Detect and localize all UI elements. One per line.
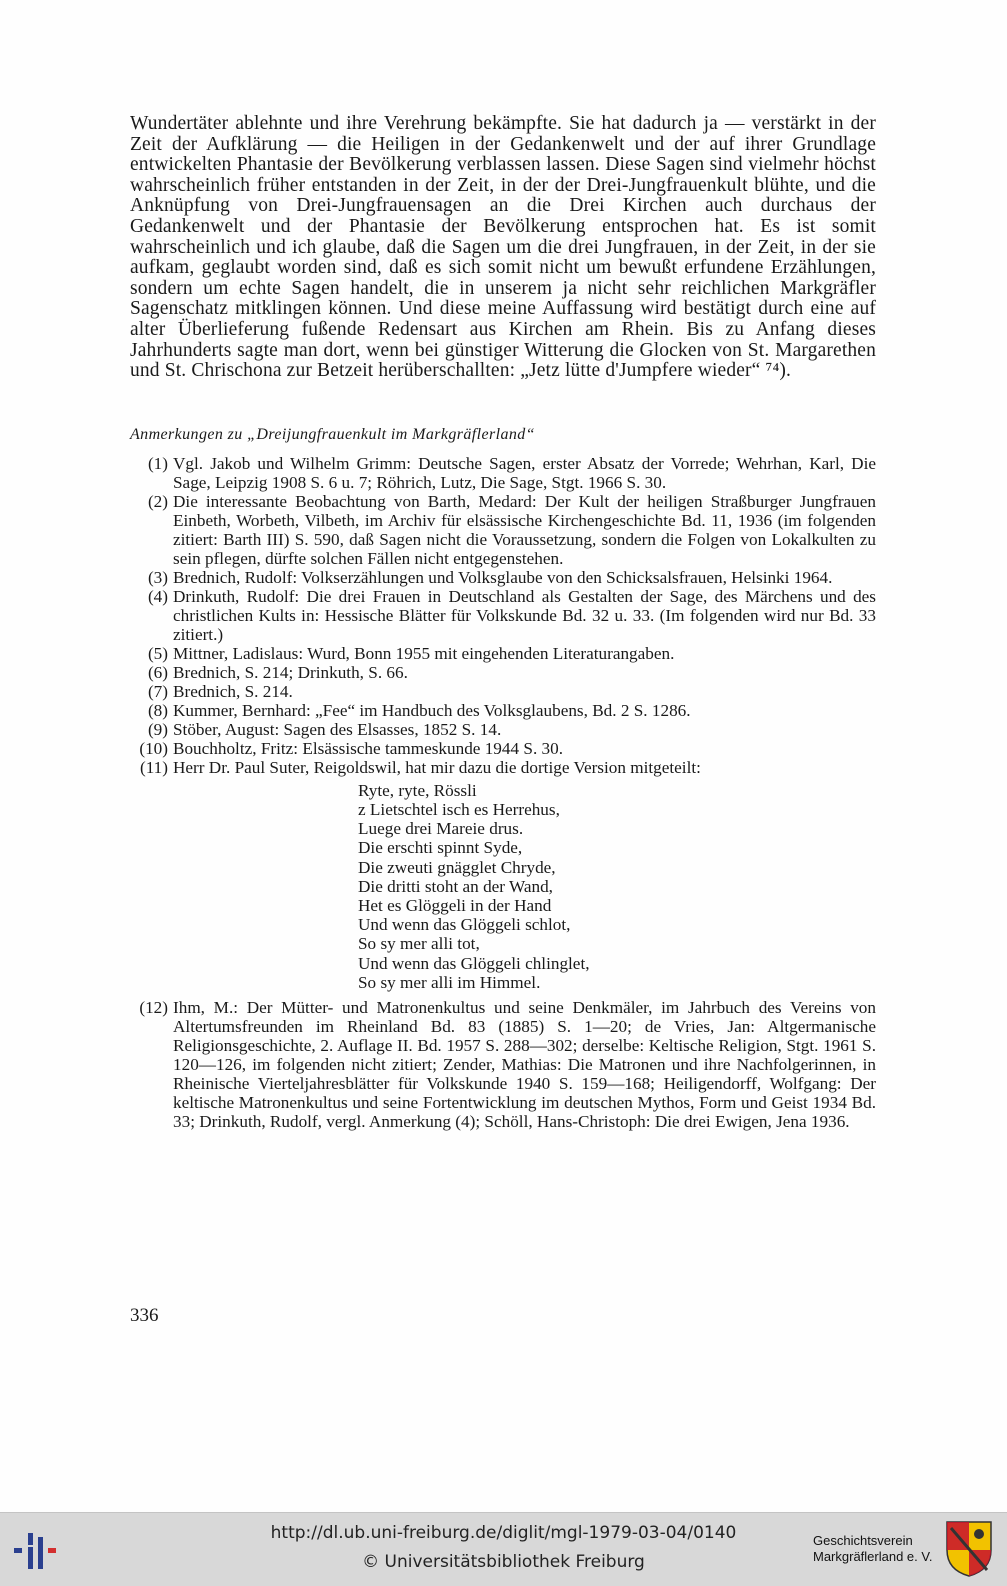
note-item	[130, 758, 876, 777]
text-column	[130, 114, 876, 1131]
note-number: (11)	[140, 757, 168, 777]
note-item	[130, 663, 876, 682]
note-item	[130, 454, 876, 492]
copyright-text: © Universitätsbibliothek Freiburg	[362, 1552, 645, 1572]
note-text: Brednich, Rudolf: Volkserzählungen und Volksglaube von den Schicksalsfrauen, Helsinki 1964.	[173, 567, 833, 587]
poem-line: So sy mer alli tot,	[358, 934, 480, 954]
note-text: Drinkuth, Rudolf: Die drei Frauen in Deutschland als Gestalten der Sage, des Märchens und des christlichen Kults in: Hessische Blätter für Volkskunde Bd. 32 u. 33. (Im folgenden wird nur Bd. 33 zitiert.)	[173, 586, 876, 644]
notes-heading: Anmerkungen zu „Dreijungfrauenkult im Markgräflerland“	[130, 425, 535, 443]
note-text: Bouchholtz, Fritz: Elsässische tammeskunde 1944 S. 30.	[173, 738, 564, 758]
poem-line: Die dritti stoht an der Wand,	[358, 876, 553, 896]
note-text: Brednich, S. 214.	[173, 681, 293, 701]
note-number: (7)	[147, 681, 168, 701]
poem-line: z Lietschtel isch es Herrehus,	[358, 799, 560, 819]
note-text: Herr Dr. Paul Suter, Reigoldswil, hat mir dazu die dortige Version mitgeteilt:	[173, 757, 701, 777]
note-text: Kummer, Bernhard: „Fee“ im Handbuch des Volksglaubens, Bd. 2 S. 1286.	[173, 700, 691, 720]
note-text: Stöber, August: Sagen des Elsasses, 1852 S. 14.	[173, 719, 502, 739]
note-text: Vgl. Jakob und Wilhelm Grimm: Deutsche Sagen, erster Absatz der Vorrede; Wehrhan, Karl, Die Sage, Leipzig 1908 S. 6 u. 7; Röhrich, Lutz, Die Sage, Stgt. 1966 S. 30.	[173, 453, 876, 492]
note-number: (9)	[147, 719, 168, 739]
poem-line: Und wenn das Glöggeli schlot,	[358, 915, 571, 935]
note-number: (10)	[139, 738, 168, 758]
note-number: (8)	[147, 700, 168, 720]
note-text: Brednich, S. 214; Drinkuth, S. 66.	[173, 662, 408, 682]
note-item	[130, 682, 876, 701]
coat-of-arms-icon[interactable]	[945, 1520, 993, 1578]
note-number: (6)	[147, 662, 168, 682]
note-number: (2)	[147, 491, 168, 511]
note-number: (3)	[147, 567, 168, 587]
note-number: (4)	[147, 586, 168, 606]
note-number: (5)	[147, 643, 168, 663]
poem-line: Die zweuti gnägglet Chryde,	[358, 857, 556, 877]
body-paragraph: Wundertäter ablehnte und ihre Verehrung bekämpfte. Sie hat dadurch ja — verstärkt in der Zeit der Aufklärung — die Heiligen in der Gedankenwelt und der auf ihrer Grundlage entwickelten Phantasie der Bevölkerung verblassen lassen. Diese Sagen sind vielmehr höchst wahrscheinlich früher entstanden in der Zeit, in der der Drei-Jungfrauenkult blühte, und die Anknüpfung von Drei-Jungfrauensagen an die Drei Kirchen auch durchaus der Gedankenwelt und der Phantasie der Bevölkerung entsprochen hat. Es ist somit wahrscheinlich und ich glaube, daß die Sagen um die drei Jungfrauen, in der Zeit, in der sie aufkam, geglaubt worden sind, daß es sich somit nicht um bewußt erfundene Erzählungen, sondern um echte Sagen handelt, die in unserem ja nicht sehr reichlichen Markgräfler Sagenschatz mitklingen können. Und diese meine Auffassung wird bestätigt durch eine auf alter Überlieferung fußende Redensart aus Kirchen am Rhein. Bis zu Anfang dieses Jahrhunderts sagte man dort, wenn bei günstiger Witterung die Glocken von St. Margarethen und St. Chrischona zur Betzeit herüberschallten: „Jetz lütte d'Jumpfere wieder“ ⁷⁴).	[130, 113, 876, 382]
note-text: Mittner, Ladislaus: Wurd, Bonn 1955 mit eingehenden Literaturangaben.	[173, 643, 675, 663]
page-number: 336	[130, 1305, 159, 1326]
society-name-line1: Geschichtsverein	[813, 1533, 913, 1548]
note-item	[130, 492, 876, 568]
poem-line: So sy mer alli im Himmel.	[358, 972, 541, 992]
notes-list	[130, 454, 876, 777]
note-number: (1)	[147, 453, 168, 473]
notes-list-continued	[130, 998, 876, 1131]
poem-line: Ryte, ryte, Rössli	[358, 780, 477, 800]
note-item	[130, 998, 876, 1131]
note-text: Die interessante Beobachtung von Barth, Medard: Der Kult der heiligen Straßburger Jungfrauen Einbeth, Worbeth, Vilbeth, im Archiv für elsässische Kirchengeschichte Bd. 11, 1936 (im folgenden zitiert: Barth III) S. 590, daß Sagen nicht die Voraussetzung, sondern die Folgen von Lokalkulten zu sein pflegen, dürfte solchen Fällen nicht entgegenstehen.	[173, 491, 876, 568]
viewer-footer	[0, 1512, 1007, 1586]
note-item	[130, 720, 876, 739]
note-number: (12)	[139, 997, 168, 1017]
note-item	[130, 587, 876, 644]
poem-line: Het es Glöggeli in der Hand	[358, 895, 552, 915]
note-item	[130, 644, 876, 663]
poem-line: Die erschti spinnt Syde,	[358, 838, 523, 858]
document-url-link[interactable]: http://dl.ub.uni-freiburg.de/diglit/mgl-1979-03-04/0140	[270, 1523, 737, 1543]
note-item	[130, 739, 876, 758]
note-item	[130, 568, 876, 587]
note-text: Ihm, M.: Der Mütter- und Matronenkultus und seine Denkmäler, im Jahrbuch des Vereins von Altertumsfreunden im Rheinland Bd. 83 (1885) S. 1—20; de Vries, Jan: Altgermanische Religionsgeschichte, 2. Auflage II. Bd. 1957 S. 288—302; derselbe: Keltische Religion, Stgt. 1961 S. 120—126, im folgenden nicht zitiert; Zender, Mathias: Die Matronen und ihre Nachfolgerinnen, in Rheinische Vierteljahresblätter für Volkskunde 1940 S. 159—168; Heiligendorff, Wolfgang: Der keltische Matronenkultus und seine Fortentwicklung im deutschen Mythos, Form und Geist 1934 Bd. 33; Drinkuth, Rudolf, vergl. Anmerkung (4); Schöll, Hans-Christoph: Die drei Ewigen, Jena 1936.	[173, 997, 876, 1131]
poem	[358, 781, 876, 992]
society-name-line2: Markgräflerland e. V.	[813, 1549, 933, 1564]
poem-line: Und wenn das Glöggeli chlinglet,	[358, 953, 590, 973]
note-item	[130, 701, 876, 720]
poem-line: Luege drei Mareie drus.	[358, 819, 524, 839]
society-name	[813, 1533, 932, 1565]
